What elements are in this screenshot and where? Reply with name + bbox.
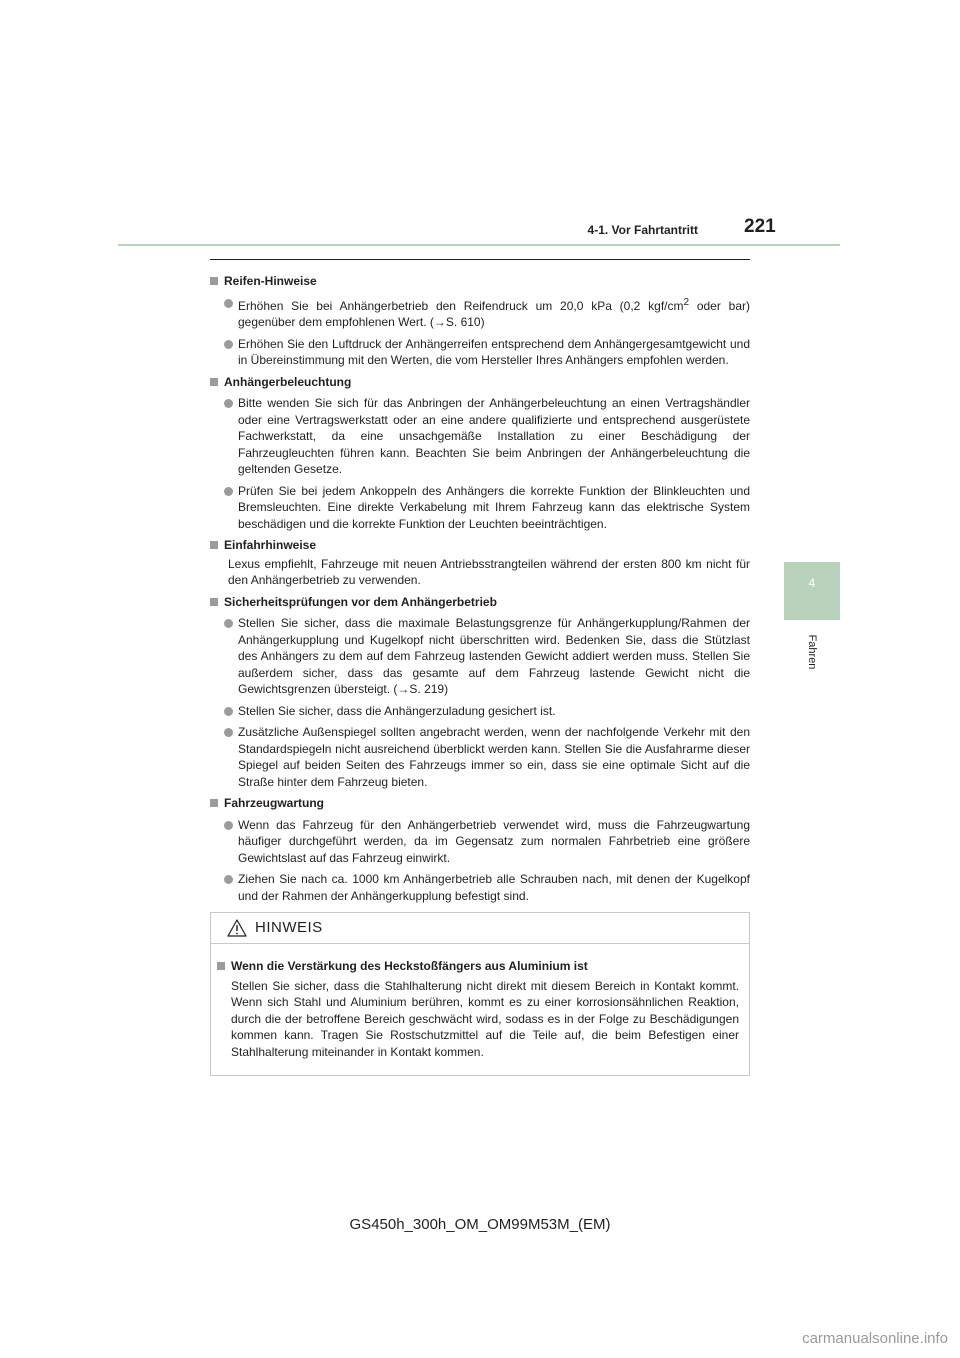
chapter-number: 4 (808, 576, 816, 590)
circle-bullet-icon (224, 487, 233, 496)
square-bullet-icon (210, 378, 218, 386)
bullet-beleuchtung-1: Bitte wenden Sie sich für das Anbringen der Anhängerbeleuchtung an einen Vertragshändler oder eine Vertragswerkstatt oder an eine andere qualifizierte und entsprechend ausgerüstete Fachwerkstatt, da eine unsachgemäße Installation zu einer Beschädigung der Fahrzeugleuchten führen kann. Beachten Sie beim Anbringen der Anhängerbeleuchtung die geltenden Gesetze. (210, 395, 750, 478)
notice-title: HINWEIS (255, 919, 323, 936)
circle-bullet-icon (224, 619, 233, 628)
square-bullet-icon (210, 277, 218, 285)
notice-header (211, 913, 749, 944)
paragraph-einfahr: Lexus empfiehlt, Fahrzeuge mit neuen Antriebsstrangteilen während der ersten 800 km nicht für den Anhängerbetrieb zu verwenden. (228, 556, 750, 587)
circle-bullet-icon (224, 299, 233, 308)
circle-bullet-icon (224, 728, 233, 737)
page-number: 221 (744, 216, 776, 237)
bullet-reifen-1: Erhöhen Sie bei Anhängerbetrieb den Reifendruck um 20,0 kPa (0,2 kgf/$cm^2$ oder bar) gegenüber dem empfohlenen Wert. (→S. 610) (210, 295, 750, 331)
bullet-wartung-2: Ziehen Sie nach ca. 1000 km Anhängerbetrieb alle Schrauben nach, mit denen der Kugelkopf und der Rahmen der Anhängerkupplung befestigt sind. (210, 871, 750, 904)
chapter-label: Fahren (806, 634, 818, 670)
chapter-tab[interactable] (784, 562, 840, 620)
section-heading-einfahr: Einfahrhinweise (210, 537, 750, 554)
circle-bullet-icon (224, 399, 233, 408)
square-bullet-icon (217, 962, 225, 970)
square-bullet-icon (210, 598, 218, 606)
chapter-label-container (786, 622, 838, 682)
content-top-rule (210, 259, 750, 260)
circle-bullet-icon (224, 875, 233, 884)
section-heading-reifen: Reifen-Hinweise (210, 273, 750, 290)
warning-triangle-icon (227, 919, 247, 937)
circle-bullet-icon (224, 707, 233, 716)
bullet-sicherheit-2: Stellen Sie sicher, dass die Anhängerzuladung gesichert ist. (210, 703, 750, 720)
section-title: 4-1. Vor Fahrtantritt (587, 223, 698, 237)
section-heading-sicherheit: Sicherheitsprüfungen vor dem Anhängerbetrieb (210, 594, 750, 611)
square-bullet-icon (210, 541, 218, 549)
square-bullet-icon (210, 799, 218, 807)
section-heading-wartung: Fahrzeugwartung (210, 795, 750, 812)
notice-body (211, 944, 749, 1060)
bullet-sicherheit-3: Zusätzliche Außenspiegel sollten angebracht werden, wenn der nachfolgende Verkehr mit den Standardspiegeln nicht ausreichend überblickt werden kann. Stellen Sie die Ausfahrarme dieser Spiegel auf beiden Seiten des Fahrzeugs immer so ein, dass sie eine optimale Sicht auf die Straße hinter dem Fahrzeug bieten. (210, 724, 750, 790)
document-code: GS450h_300h_OM_OM99M53M_(EM) (349, 1216, 611, 1233)
bullet-reifen-2: Erhöhen Sie den Luftdruck der Anhängerreifen entsprechend dem Anhängergesamtgewicht und in Übereinstimmung mit den Werten, die vom Hersteller Ihres Anhängers empfohlen werden. (210, 336, 750, 369)
bullet-beleuchtung-2: Prüfen Sie bei jedem Ankoppeln des Anhängers die korrekte Funktion der Blinkleuchten und Bremsleuchten. Eine direkte Verkabelung mit Ihrem Fahrzeug kann das elektrische System beschädigen und die korrekte Funktion der Leuchten beeinträchtigen. (210, 483, 750, 533)
notice-box (210, 912, 750, 1076)
section-heading-beleuchtung: Anhängerbeleuchtung (210, 374, 750, 391)
notice-heading: Wenn die Verstärkung des Heckstoßfängers aus Aluminium ist (217, 958, 739, 975)
header-rule (118, 244, 840, 246)
notice-text: Stellen Sie sicher, dass die Stahlhalterung nicht direkt mit diesem Bereich in Kontakt kommt. Wenn sich Stahl und Aluminium berühren, kommt es zu einer korrosionsähnlichen Reaktion, durch die der betroffene Bereich geschwächt wird, sodass es in der Folge zu Beschädigungen kommen kann. Tragen Sie Rostschutzmittel auf die Teile auf, die beim Befestigen einer Stahlhalterung miteinander in Kontakt kommen. (231, 978, 739, 1059)
circle-bullet-icon (224, 340, 233, 349)
main-content (210, 268, 750, 904)
bullet-sicherheit-1: Stellen Sie sicher, dass die maximale Belastungsgrenze für Anhängerkupplung/Rahmen der Anhängerkupplung und Kugelkopf nicht überschritten wird. Bedenken Sie, dass die Stützlast des Anhängers zu dem auf dem Fahrzeug lastenden Gewicht addiert werden muss. Stellen Sie außerdem sicher, dass das gesamte auf dem Fahrzeug lastende Gewicht nicht die Gewichtsgrenzen übersteigt. (→S. 219) (210, 615, 750, 698)
watermark: carmanualsonline.info (802, 1330, 948, 1347)
circle-bullet-icon (224, 821, 233, 830)
bullet-wartung-1: Wenn das Fahrzeug für den Anhängerbetrieb verwendet wird, muss die Fahrzeugwartung häufiger durchgeführt werden, da im Gegensatz zum normalen Fahrbetrieb eine größere Gewichtslast auf das Fahrzeug einwirkt. (210, 817, 750, 867)
